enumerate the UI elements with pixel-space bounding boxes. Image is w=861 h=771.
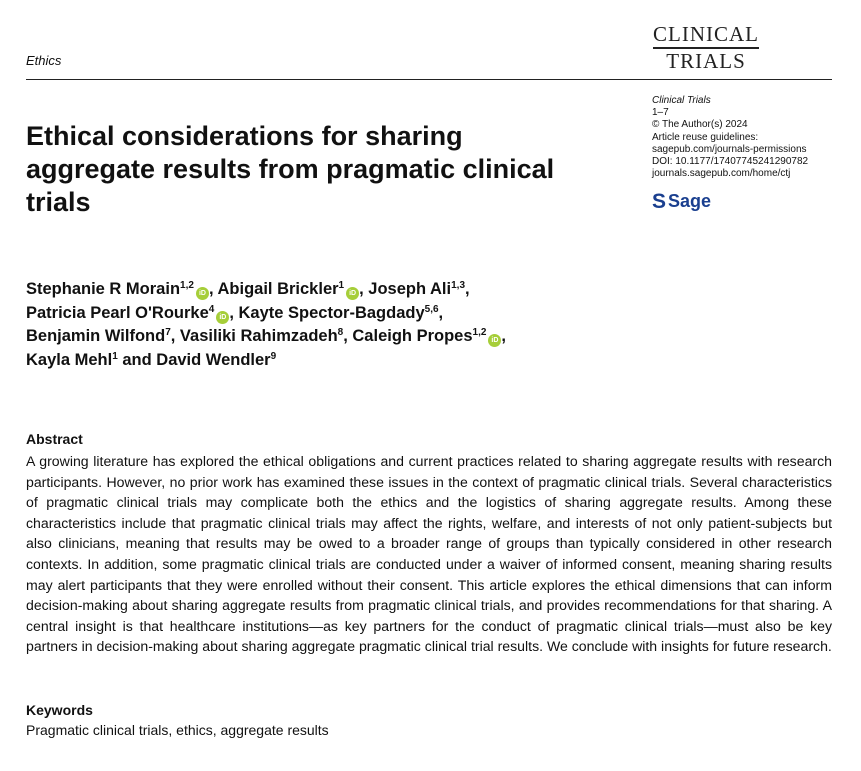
author: [26, 351, 156, 369]
author-affiliation: 1: [112, 350, 118, 362]
author-affiliation: 1,2: [472, 327, 487, 338]
author-name[interactable]: Kayte Spector-Bagdady: [238, 303, 425, 322]
author-name[interactable]: Patricia Pearl O'Rourke: [26, 303, 209, 322]
abstract-heading: Abstract: [26, 431, 83, 447]
journal-logo-line1: CLINICAL: [653, 24, 759, 49]
author-name[interactable]: Kayla Mehl: [26, 350, 113, 369]
author-affiliation: 5,6: [424, 303, 439, 315]
article-title: Ethical considerations for sharing aggregate results from pragmatic clinical trials: [26, 121, 555, 217]
author-name[interactable]: Vasiliki Rahimzadeh: [179, 327, 338, 345]
author: [368, 280, 469, 298]
article-meta: [652, 95, 808, 180]
header-divider: [26, 79, 832, 80]
publisher-name: Sage: [668, 191, 712, 211]
author: [239, 304, 444, 322]
author-affiliation: 8: [337, 327, 344, 338]
author-name[interactable]: Stephanie R Morain: [26, 280, 181, 298]
author-affiliation: 1: [338, 280, 345, 291]
author-affiliation: 7: [165, 327, 171, 338]
author-affiliation: 4: [208, 303, 215, 315]
author: [180, 327, 352, 345]
author: [156, 351, 276, 369]
publisher-logo[interactable]: [652, 191, 711, 212]
author: [26, 280, 218, 298]
author: [26, 304, 239, 322]
journal-logo-line2: TRIALS: [666, 49, 746, 73]
author-name[interactable]: Joseph Ali: [368, 280, 452, 298]
author-separator: ,: [343, 327, 353, 345]
journal-logo[interactable]: [648, 24, 764, 72]
author-name[interactable]: David Wendler: [156, 350, 271, 369]
keywords-text: Pragmatic clinical trials, ethics, aggregate results: [26, 722, 329, 738]
author-list: [26, 278, 646, 372]
author: [218, 280, 369, 298]
meta-doi[interactable]: DOI: 10.1177/17407745241290782: [652, 156, 809, 168]
author-name[interactable]: Abigail Brickler: [217, 280, 339, 298]
meta-reuse-label: Article reuse guidelines:: [652, 131, 759, 143]
orcid-icon[interactable]: iD: [216, 311, 229, 324]
orcid-icon[interactable]: iD: [196, 287, 209, 300]
author: [26, 327, 180, 345]
author-separator: ,: [208, 280, 218, 298]
section-label: Ethics: [26, 53, 62, 68]
sage-logo-icon: S: [652, 190, 667, 213]
meta-copyright: © The Author(s) 2024: [652, 119, 748, 131]
author-name[interactable]: Benjamin Wilfond: [26, 327, 166, 345]
author-affiliation: 1,3: [451, 280, 466, 291]
author-name[interactable]: Caleigh Propes: [352, 327, 473, 345]
meta-journal: Clinical Trials: [652, 95, 711, 106]
orcid-icon[interactable]: iD: [488, 334, 501, 347]
author-separator: ,: [501, 327, 507, 345]
keywords-heading: Keywords: [26, 702, 93, 718]
author-separator: ,: [229, 303, 239, 322]
author-separator: and: [117, 350, 157, 369]
abstract-text: A growing literature has explored the ethical obligations and current practices related to sharing aggregate results with research participants. However, no prior work has examined these issues in the context of pragmatic clinical trials. Several characteristics of pragmatic clinical trials may complicate both the ethics and the logistics of sharing aggregate results. Among these characteristics include that pragmatic clinical trials may affect the rights, welfare, and interests of not only patient-subjects but also clinicians, meaning that results may be owed to a broader range of groups than typically considered in other research contexts. In addition, some pragmatic clinical trials are conducted under a waiver of informed consent, meaning sharing results may alert participants that they were enrolled without their consent. This article explores the ethical dimensions that can inform decision-making about sharing aggregate results from pragmatic clinical trials, and provides recommendations for that sharing. A central insight is that healthcare institutions—as key partners for the conduct of pragmatic clinical trials—must also be key partners in decision-making about sharing aggregate pragmatic clinical trial results. We conclude with insights for future research.: [26, 453, 832, 655]
author-separator: ,: [465, 280, 470, 298]
author: [352, 327, 506, 345]
author-separator: ,: [170, 327, 180, 345]
author-separator: ,: [438, 303, 444, 322]
orcid-icon[interactable]: iD: [346, 287, 359, 300]
author-affiliation: 1,2: [180, 280, 194, 291]
meta-pages: 1–7: [652, 107, 669, 119]
author-affiliation: 9: [270, 350, 277, 362]
meta-home-link[interactable]: journals.sagepub.com/home/ctj: [652, 168, 791, 180]
author-separator: ,: [359, 280, 369, 298]
meta-reuse-link[interactable]: sagepub.com/journals-permissions: [652, 143, 807, 155]
